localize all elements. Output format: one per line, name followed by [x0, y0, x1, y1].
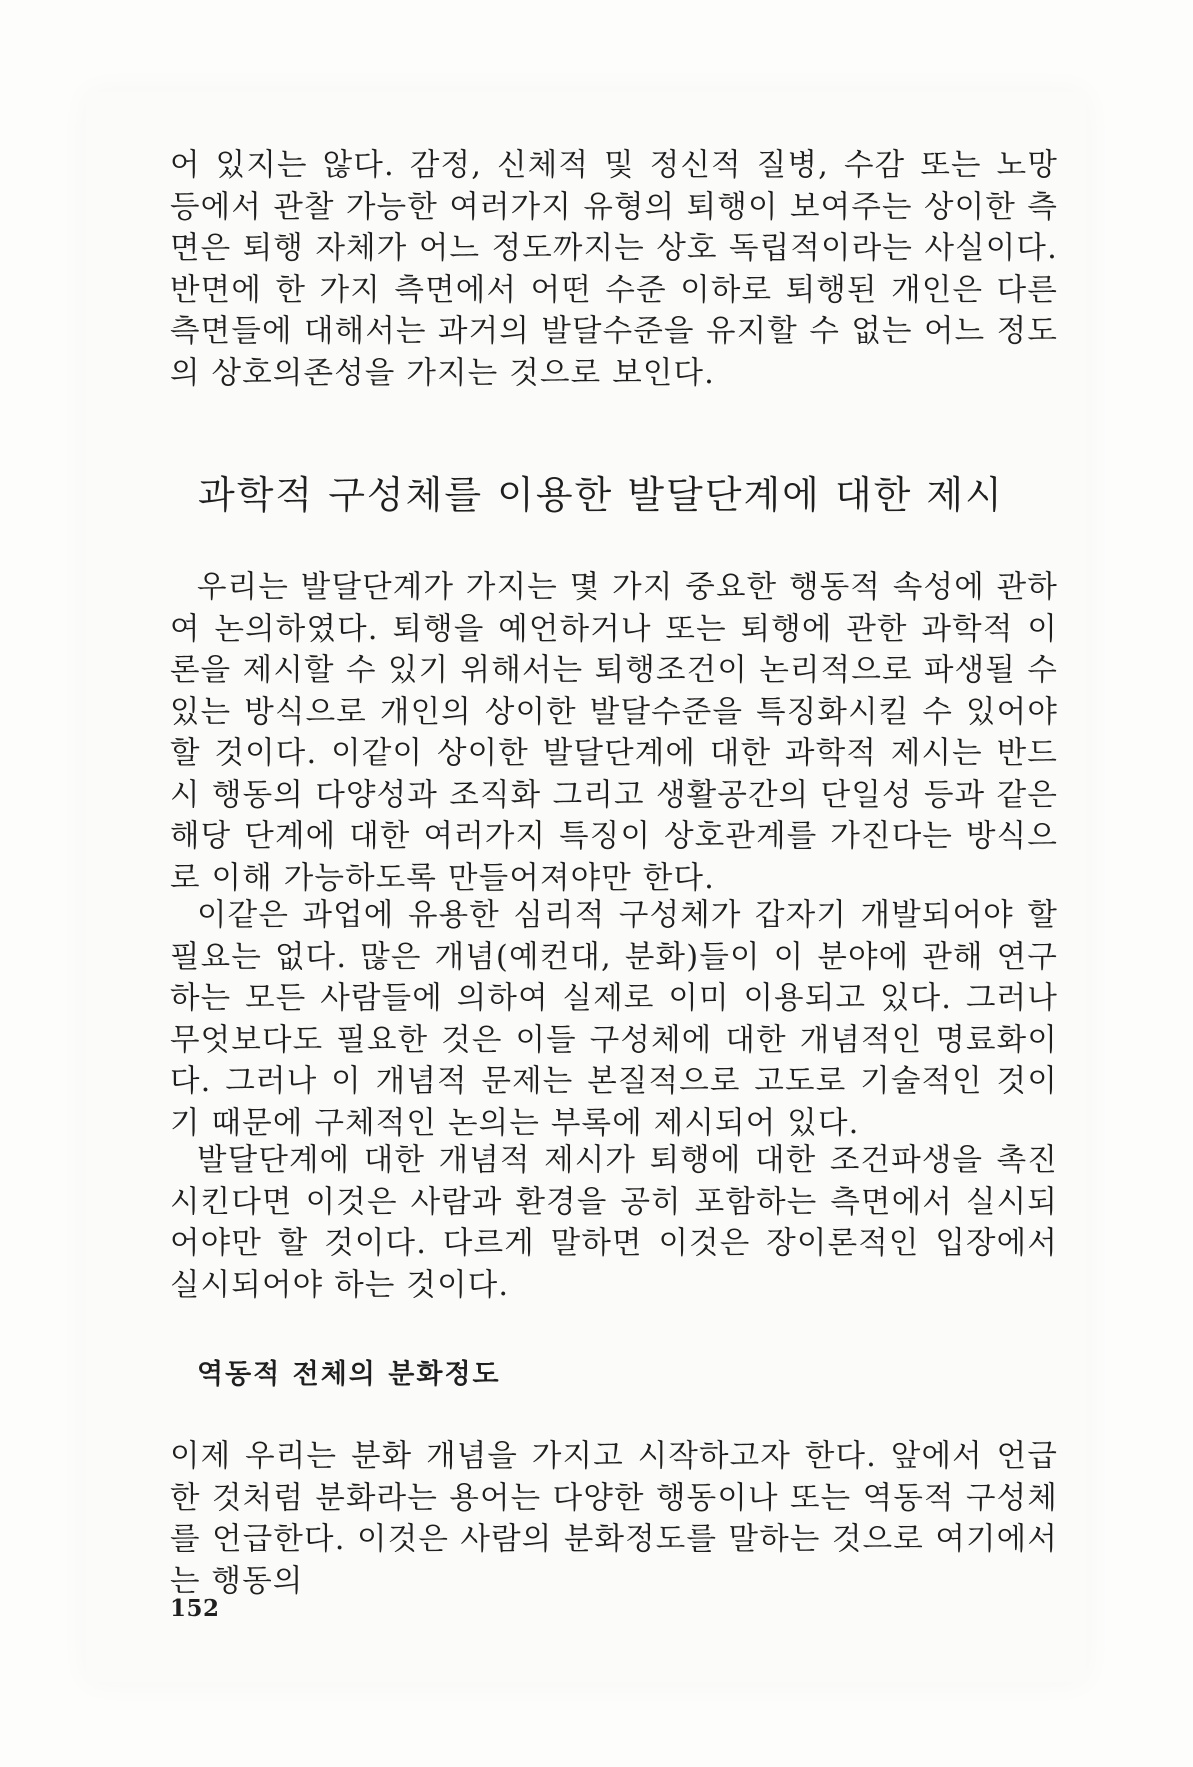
subsection-heading: 역동적 전체의 분화정도 [197, 1359, 501, 1390]
developmental-stage-paragraph-2: 이같은 과업에 유용한 심리적 구성체가 갑자기 개발되어야 할 필요는 없다. 많은 개념(예컨대, 분화)들이 이 분야에 관해 연구하는 모든 사람들에 의하여 실제로 이미 이용되고 있다. 그러나 무엇보다도 필요한 것은 이들 구성체에 대한 개념적인 명료화이다. 그러나 이 개념적 문제는 본질적으로 고도로 기술적인 것이기 때문에 구체적인 논의는 부록에 제시되어 있다. [170, 898, 1058, 1141]
section-heading: 과학적 구성체를 이용한 발달단계에 대한 제시 [198, 473, 1004, 517]
intro-paragraph: 어 있지는 않다. 감정, 신체적 및 정신적 질병, 수감 또는 노망 등에서 관찰 가능한 여러가지 유형의 퇴행이 보여주는 상이한 측면은 퇴행 자체가 어느 정도까지는 상호 독립적이라는 사실이다. 반면에 한 가지 측면에서 어떤 수준 이하로 퇴행된 개인은 다른 측면들에 대해서는 과거의 발달수준을 유지할 수 없는 어느 정도의 상호의존성을 가지는 것으로 보인다. [170, 148, 1058, 391]
developmental-stage-paragraph-3: 발달단계에 대한 개념적 제시가 퇴행에 대한 조건파생을 촉진시킨다면 이것은 사람과 환경을 공히 포함하는 측면에서 실시되어야만 할 것이다. 다르게 말하면 이것은 장이론적인 입장에서 실시되어야 하는 것이다. [170, 1143, 1058, 1303]
developmental-stage-paragraph-1: 우리는 발달단계가 가지는 몇 가지 중요한 행동적 속성에 관하여 논의하였다. 퇴행을 예언하거나 또는 퇴행에 관한 과학적 이론을 제시할 수 있기 위해서는 퇴행조건이 논리적으로 파생될 수 있는 방식으로 개인의 상이한 발달수준을 특징화시킬 수 있어야 할 것이다. 이같이 상이한 발달단계에 대한 과학적 제시는 반드시 행동의 다양성과 조직화 그리고 생활공간의 단일성 등과 같은 해당 단계에 대한 여러가지 특징이 상호관계를 가진다는 방식으로 이해 가능하도록 만들어져야만 한다. [170, 570, 1058, 896]
page-number: 152 [170, 1595, 220, 1622]
differentiation-paragraph: 이제 우리는 분화 개념을 가지고 시작하고자 한다. 앞에서 언급한 것처럼 분화라는 용어는 다양한 행동이나 또는 역동적 구성체를 언급한다. 이것은 사람의 분화정도를 말하는 것으로 여기에서는 행동의 [170, 1439, 1058, 1599]
